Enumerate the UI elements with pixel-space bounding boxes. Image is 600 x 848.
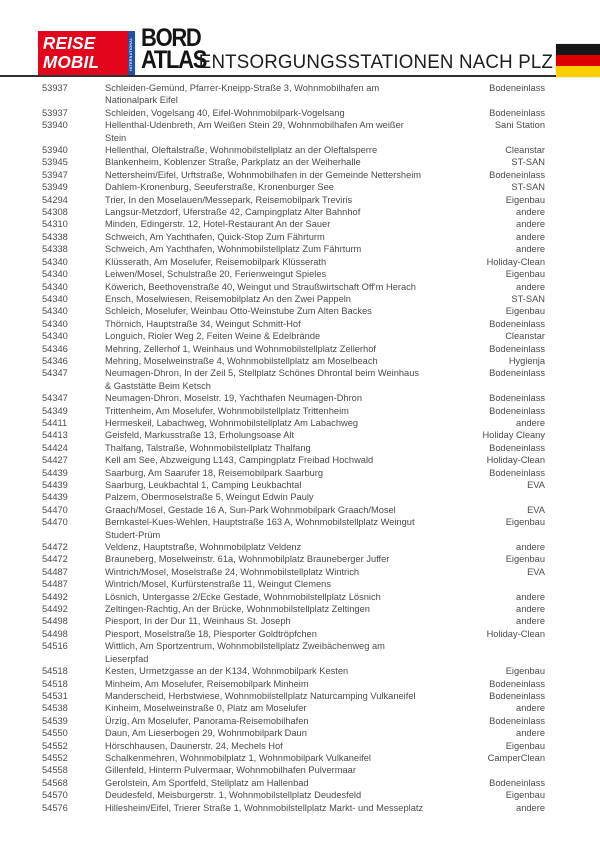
plz-cell: 54531 (42, 690, 68, 701)
location-cell: Brauneberg, Moselweinstr. 61a, Wohnmobilplatz Brauneberger Juffer (105, 554, 390, 565)
location-cell: Thörnich, Hauptstraße 34, Weingut Schmitt-Hof (105, 318, 301, 329)
plz-cell: 54487 (42, 566, 68, 577)
plz-cell: 54492 (42, 604, 68, 615)
table-row (42, 231, 545, 243)
table-row (42, 479, 545, 491)
plz-cell: 54552 (42, 740, 68, 751)
type-cell: Holiday-Clean (486, 628, 545, 639)
location-cell: Hörschhausen, Daunerstr. 24, Mechels Hof (105, 740, 283, 751)
location-cell: Zeltingen-Rachtig, An der Brücke, Wohnmobilstellplatz Zeltingen (105, 604, 370, 615)
plz-cell: 53937 (42, 83, 68, 93)
type-cell: Bodeneinlass (489, 690, 545, 701)
table-row (42, 281, 545, 293)
type-cell: ST-SAN (511, 182, 545, 193)
plz-cell: 54539 (42, 715, 68, 726)
plz-cell: 53945 (42, 157, 68, 168)
type-cell: andere (516, 802, 545, 813)
type-cell: Eigenbau (505, 306, 545, 317)
table-row (42, 740, 545, 752)
location-cell: Gillenfeld, Hinterm Pulvermaar, Wohnmobilhafen Pulvermaar (105, 765, 356, 776)
location-cell: Schleich, Moselufer, Weinbau Otto-Weinstube Zum Alten Backes (105, 306, 372, 317)
table-row (42, 355, 545, 367)
type-cell: Eigenbau (505, 269, 545, 280)
table-row (42, 802, 545, 814)
table-row (42, 429, 545, 441)
type-cell (433, 491, 545, 503)
type-cell: ST-SAN (511, 157, 545, 168)
type-cell: Bodeneinlass (489, 318, 545, 329)
location-cell: Kesten, Urmetzgasse an der K134, Wohnmobilpark Kesten (105, 666, 349, 677)
plz-cell: 54470 (42, 504, 68, 515)
location-cell: Schweich, Am Yachthafen, Wohnmobilstellplatz Zum Fährturm (105, 244, 362, 255)
plz-cell: 54472 (42, 554, 68, 565)
type-cell: andere (516, 728, 545, 739)
table-row (42, 640, 545, 665)
type-cell: andere (516, 417, 545, 428)
type-cell: EVA (527, 504, 545, 515)
plz-cell: 54472 (42, 542, 68, 553)
plz-cell: 54552 (42, 752, 68, 763)
table-row (42, 628, 545, 640)
table-row (42, 504, 545, 516)
type-cell: Eigenbau (505, 517, 545, 528)
plz-cell: 53947 (42, 169, 68, 180)
table-row (42, 119, 545, 144)
type-cell: Bodeneinlass (489, 715, 545, 726)
plz-cell: 53940 (42, 145, 68, 156)
location-cell: Longuich, Rioler Weg 2, Feiten Weine & Edelbrände (105, 331, 321, 342)
location-cell: Wintrich/Mosel, Moselstraße 24, Wohnmobilstellplatz Wintrich (105, 566, 360, 577)
table-row (42, 752, 545, 764)
location-cell: Gerolstein, Am Sportfeld, Stellplatz am Hallenbad (105, 777, 309, 788)
type-cell: Bodeneinlass (489, 405, 545, 416)
table-row (42, 777, 545, 789)
location-cell: Palzem, Obermoselstraße 5, Weingut Edwin Pauly (105, 492, 314, 503)
table-row (42, 268, 545, 280)
location-cell: Hermeskeil, Labachweg, Wohnmobilstellplatz Am Labachweg (105, 417, 359, 428)
table-row (42, 218, 545, 230)
location-cell: Hillesheim/Eifel, Trierer Straße 1, Wohnmobilstellplatz Markt- und Messeplatz (105, 802, 424, 813)
type-cell: Bodeneinlass (489, 343, 545, 354)
location-cell: Saarburg, Leukbachtal 1, Camping Leukbachtal (105, 480, 302, 490)
location-cell: Dahlem-Kronenburg, Seeuferstraße, Kronenburger See (105, 182, 334, 193)
type-cell: Bodeneinlass (489, 467, 545, 478)
table-row (42, 330, 545, 342)
reisemobil-logo (38, 31, 135, 77)
table-row (42, 343, 545, 355)
type-cell: andere (516, 207, 545, 218)
plz-cell: 54294 (42, 194, 68, 205)
type-cell: Bodeneinlass (489, 169, 545, 180)
type-cell: CamperClean (487, 752, 545, 763)
plz-cell: 54439 (42, 480, 68, 490)
type-cell: andere (516, 542, 545, 553)
location-cell: Manderscheid, Herbstwiese, Wohnmobilstellplatz Naturcamping Vulkaneifel (105, 690, 416, 701)
type-cell: Bodeneinlass (489, 393, 545, 404)
table-row (42, 144, 545, 156)
plz-cell: 54518 (42, 666, 68, 677)
location-cell: Ürzig, Am Moselufer, Panorama-Reisemobilhafen (105, 715, 309, 726)
plz-cell: 54347 (42, 393, 68, 404)
table-row (42, 206, 545, 218)
plz-cell: 54439 (42, 492, 68, 503)
location-cell: Köwerich, Beethovenstraße 40, Weingut und Straußwirtschaft Off'm Herach (105, 281, 416, 292)
plz-cell: 53940 (42, 120, 68, 131)
table-row (42, 553, 545, 565)
location-cell: Deudesfeld, Meisburgerstr. 1, Wohnmobilstellplatz Deudesfeld (105, 790, 362, 801)
plz-cell: 53949 (42, 182, 68, 193)
location-cell: Bernkastel-Kues-Wehlen, Hauptstraße 163 A, Wohnmobilstellplatz Weingut Studert-Prüm (105, 517, 415, 540)
type-cell: Eigenbau (505, 194, 545, 205)
plz-cell: 54346 (42, 355, 68, 366)
table-row (42, 318, 545, 330)
type-cell (433, 640, 545, 665)
location-cell: Kinheim, Moselweinstraße 0, Platz am Moselufer (105, 703, 307, 714)
table-row (42, 194, 545, 206)
type-cell: Eigenbau (505, 740, 545, 751)
plz-cell: 54340 (42, 281, 68, 292)
plz-cell: 54424 (42, 442, 68, 453)
germany-flag-icon (556, 44, 600, 77)
plz-cell: 54518 (42, 678, 68, 689)
reisemobil-international-strip (127, 31, 135, 77)
table-row (42, 181, 545, 193)
table-row (42, 603, 545, 615)
plz-cell: 54568 (42, 777, 68, 788)
plz-cell: 54338 (42, 231, 68, 242)
plz-cell: 54413 (42, 430, 68, 441)
location-cell: Trittenheim, Am Moselufer, Wohnmobilstellplatz Trittenheim (105, 405, 349, 416)
type-cell: andere (516, 604, 545, 615)
type-cell: Holiday-Clean (486, 256, 545, 267)
type-cell: Bodeneinlass (489, 83, 545, 93)
table-row (42, 727, 545, 739)
table-row (42, 156, 545, 168)
plz-cell: 54340 (42, 306, 68, 317)
reisemobil-international-label: INTERNATIONAL (129, 37, 133, 71)
type-cell: Bodeneinlass (489, 678, 545, 689)
table-row (42, 107, 545, 119)
type-cell (433, 578, 545, 590)
location-cell: Neumagen-Dhron, Moselstr. 19, Yachthafen Neumagen-Dhron (105, 393, 363, 404)
type-cell: Eigenbau (505, 790, 545, 801)
table-row (42, 615, 545, 627)
type-cell: andere (516, 231, 545, 242)
location-cell: Geisfeld, Markusstraße 13, Erholungsoase Alt (105, 430, 295, 441)
plz-cell: 54470 (42, 517, 68, 528)
plz-cell: 54492 (42, 591, 68, 602)
plz-cell: 54308 (42, 207, 68, 218)
type-cell: Sani Station (494, 120, 545, 131)
table-row (42, 454, 545, 466)
location-cell: Hellenthal, Oleftalstraße, Wohnmobilstellplatz an der Oleftalsperre (105, 145, 378, 156)
plz-cell: 54340 (42, 269, 68, 280)
stations-table (0, 80, 600, 814)
location-cell: Lösnich, Untergasse 2/Ecke Gestade, Wohnmobilstellplatz Lösnich (105, 591, 381, 602)
table-row (42, 256, 545, 268)
plz-cell: 54338 (42, 244, 68, 255)
type-cell: ST-SAN (511, 293, 545, 304)
plz-cell: 54340 (42, 331, 68, 342)
location-cell: Thalfang, Talstraße, Wohnmobilstellplatz Thalfang (105, 442, 311, 453)
type-cell: Eigenbau (505, 554, 545, 565)
type-cell: Cleanstar (505, 331, 545, 342)
table-row (42, 578, 545, 590)
location-cell: Langsur-Metzdorf, Uferstraße 42, Campingplatz Alter Bahnhof (105, 207, 361, 218)
table-row (42, 405, 545, 417)
plz-cell: 54346 (42, 343, 68, 354)
table-row (42, 566, 545, 578)
table-row (42, 702, 545, 714)
location-cell: Minden, Edingerstr. 12, Hotel-Restaurant An der Sauer (105, 219, 331, 230)
type-cell: Bodeneinlass (489, 368, 545, 379)
location-cell: Blankenheim, Koblenzer Straße, Parkplatz an der Weiherhalle (105, 157, 361, 168)
table-row (42, 442, 545, 454)
location-cell: Daun, Am Lieserbogen 29, Wohnmobilpark Daun (105, 728, 307, 739)
reisemobil-logo-line2: MOBIL (42, 52, 100, 72)
reisemobil-logo-text (38, 31, 125, 77)
page-header (0, 0, 600, 78)
type-cell: andere (516, 616, 545, 627)
type-cell: Holiday-Clean (486, 455, 545, 466)
type-cell: Hygienja (508, 355, 545, 366)
type-cell: Holiday Cleany (482, 430, 545, 441)
table-row (42, 243, 545, 255)
table-row (42, 715, 545, 727)
location-cell: Wittlich, Am Sportzentrum, Wohnmobilstellplatz Zweibächenweg am Lieserpfad (105, 641, 385, 664)
plz-cell: 54576 (42, 802, 68, 813)
location-cell: Hellenthal-Udenbreth, Am Weißen Stein 29, Wohnmobilhafen Am weißer Stein (105, 120, 404, 143)
plz-cell: 54570 (42, 790, 68, 801)
location-cell: Ensch, Moselwiesen, Reisemobilplatz An den Zwei Pappeln (105, 293, 351, 304)
type-cell: andere (516, 244, 545, 255)
location-cell: Schweich, Am Yachthafen, Quick-Stop Zum Fährturm (105, 231, 325, 242)
location-cell: Trier, In den Moselauen/Messepark, Reisemobilpark Treviris (105, 194, 353, 205)
table-row (42, 392, 545, 404)
location-cell: Kell am See, Abzweigung L143, Campingplatz Freibad Hochwald (105, 455, 374, 466)
type-cell: andere (516, 219, 545, 230)
type-cell: EVA (527, 480, 545, 490)
location-cell: Piesport, Moselstraße 18, Piesporter Goldtröpfchen (105, 628, 317, 639)
plz-cell: 54498 (42, 628, 68, 639)
bordatlas-logo-line2: ATLAS (141, 46, 207, 74)
type-cell: EVA (527, 566, 545, 577)
plz-cell: 54340 (42, 293, 68, 304)
location-cell: Nettersheim/Eifel, Urftstraße, Wohnmobilhafen in der Gemeinde Nettersheim (105, 169, 422, 180)
location-cell: Mehring, Zellerhof 1, Weinhaus und Wohnmobilstellplatz Zellerhof (105, 343, 376, 354)
plz-cell: 54310 (42, 219, 68, 230)
flag-stripe-gold (556, 66, 600, 77)
type-cell: Eigenbau (505, 666, 545, 677)
location-cell: Wintrich/Mosel, Kurfürstenstraße 11, Weingut Clemens (105, 579, 331, 590)
location-cell: Klüsserath, Am Moselufer, Reisemobilpark Klüsserath (105, 256, 327, 267)
location-cell: Veldenz, Hauptstraße, Wohnmobilplatz Veldenz (105, 542, 302, 553)
table-row (42, 367, 545, 392)
plz-cell: 54340 (42, 256, 68, 267)
table-row (42, 293, 545, 305)
location-cell: Piesport, In der Dur 11, Weinhaus St. Joseph (105, 616, 291, 627)
location-cell: Schleiden-Gemünd, Pfarrer-Kneipp-Straße 3, Wohnmobilhafen am Nationalpark Eifel (105, 83, 380, 106)
header-divider (0, 75, 600, 77)
table-row (42, 764, 545, 776)
plz-cell: 54550 (42, 728, 68, 739)
type-cell: Cleanstar (505, 145, 545, 156)
plz-cell: 54558 (42, 765, 68, 776)
type-cell (433, 764, 545, 776)
type-cell: Bodeneinlass (489, 777, 545, 788)
type-cell: andere (516, 281, 545, 292)
plz-cell: 54349 (42, 405, 68, 416)
table-row (42, 467, 545, 479)
location-cell: Graach/Mosel, Gestade 16 A, Sun-Park Wohnmobilpark Graach/Mosel (105, 504, 396, 515)
table-row (42, 305, 545, 317)
location-cell: Neumagen-Dhron, In der Zeil 5, Stellplatz Schönes Dhrontal beim Weinhaus & Gaststätte Beim Ketsch (105, 368, 420, 391)
plz-cell: 54439 (42, 467, 68, 478)
bordatlas-logo-line1: BORD (141, 24, 201, 52)
page-title: ENTSORGUNGSSTATIONEN NACH PLZ (198, 51, 553, 73)
table-row (42, 789, 545, 801)
table-row (42, 82, 545, 107)
location-cell: Saarburg, Am Saarufer 18, Reisemobilpark Saarburg (105, 467, 324, 478)
plz-cell: 54516 (42, 641, 68, 652)
flag-stripe-red (556, 55, 600, 66)
table-row (42, 541, 545, 553)
type-cell: andere (516, 591, 545, 602)
table-row (42, 491, 545, 503)
location-cell: Leiwen/Mosel, Schulstraße 20, Ferienweingut Spieles (105, 269, 327, 280)
table-row (42, 678, 545, 690)
table-row (42, 690, 545, 702)
type-cell: andere (516, 703, 545, 714)
table-row (42, 591, 545, 603)
location-cell: Mehring, Moselweinstraße 4, Wohnmobilstellplatz am Moselbeach (105, 355, 378, 366)
plz-cell: 54538 (42, 703, 68, 714)
type-cell: Bodeneinlass (489, 107, 545, 118)
reisemobil-logo-line1: REISE (42, 33, 96, 53)
plz-cell: 54340 (42, 318, 68, 329)
table-row (42, 665, 545, 677)
table-row (42, 417, 545, 429)
location-cell: Schleiden, Vogelsang 40, Eifel-Wohnmobilpark-Vogelsang (105, 107, 345, 118)
location-cell: Minheim, Am Moselufer, Reisemobilpark Minheim (105, 678, 309, 689)
table-row (42, 169, 545, 181)
location-cell: Schalkenmehren, Wohnmobilplatz 1, Wohnmobilpark Vulkaneifel (105, 752, 371, 763)
plz-cell: 54487 (42, 579, 68, 590)
flag-stripe-black (556, 44, 600, 55)
plz-cell: 54427 (42, 455, 68, 466)
type-cell: Bodeneinlass (489, 442, 545, 453)
plz-cell: 54411 (42, 417, 68, 428)
table-row (42, 516, 545, 541)
plz-cell: 54347 (42, 368, 68, 379)
plz-cell: 54498 (42, 616, 68, 627)
plz-cell: 53937 (42, 107, 68, 118)
